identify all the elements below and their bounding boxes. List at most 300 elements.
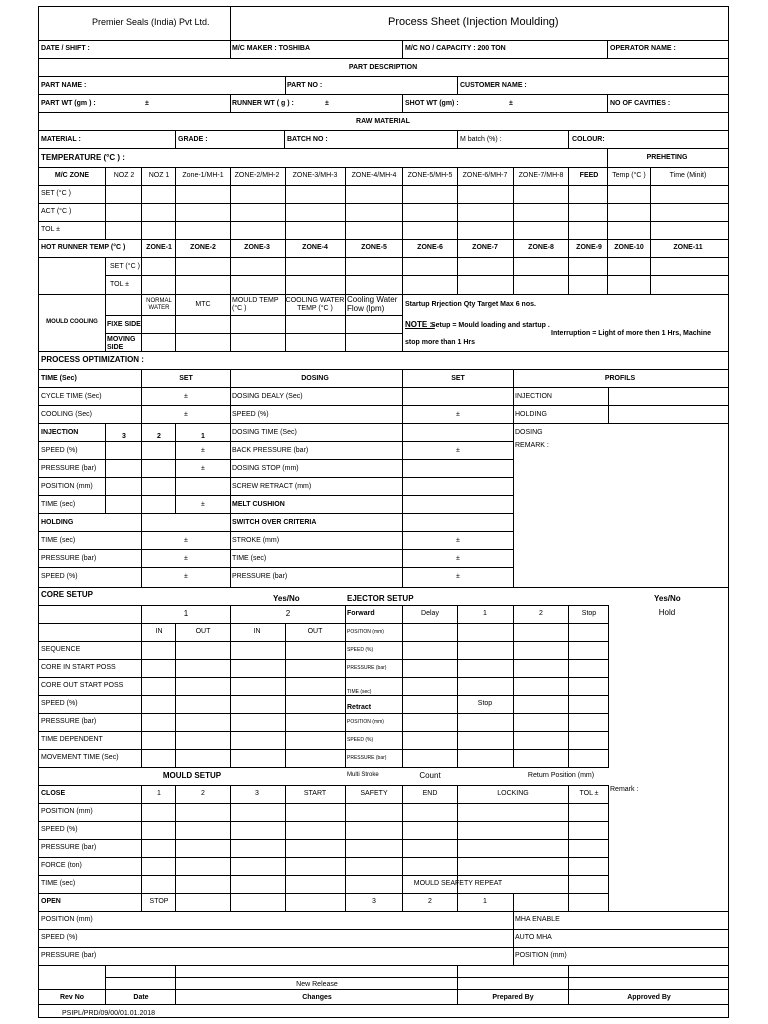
fwd-speed-label: SPEED (%) bbox=[347, 647, 374, 653]
runner-wt-label: RUNNER WT ( g ) : bbox=[232, 100, 294, 107]
grid-rule bbox=[607, 148, 608, 168]
open-col-2: 2 bbox=[428, 898, 432, 905]
hold-label: Hold bbox=[658, 608, 676, 617]
close-pressure-label: PRESSURE (bar) bbox=[41, 844, 97, 851]
grid-rule bbox=[457, 76, 458, 95]
grid-rule bbox=[457, 605, 458, 768]
grid-rule bbox=[38, 112, 729, 113]
grid-rule bbox=[141, 239, 142, 295]
switch-pressure-pm: ± bbox=[456, 573, 460, 580]
set-temp-label: SET (°C ) bbox=[41, 190, 71, 197]
ejector-stop-label: Stop bbox=[581, 610, 597, 617]
grid-rule bbox=[38, 731, 346, 732]
inj-speed-pm: ± bbox=[201, 447, 205, 454]
grid-rule bbox=[38, 351, 729, 352]
dosing-time-label: DOSING TIME (Sec) bbox=[232, 429, 297, 436]
grid-rule bbox=[284, 130, 285, 149]
fwd-pressure-label: PRESSURE (bar) bbox=[347, 665, 387, 671]
grid-rule bbox=[38, 495, 514, 496]
injection-col-1: 1 bbox=[201, 433, 205, 440]
feed-label: FEED bbox=[579, 172, 599, 179]
cooling-water-flow-label: Cooling Water bbox=[347, 295, 398, 304]
core-out-start-label: CORE OUT START POSS bbox=[41, 682, 124, 689]
time-sec-label: TIME (Sec) bbox=[41, 375, 77, 382]
mould-setup-heading: MOULD SETUP bbox=[162, 771, 222, 780]
hr-zone-3: ZONE-3 bbox=[244, 244, 270, 251]
grid-rule bbox=[38, 857, 609, 858]
mc-no-label: M/C NO / CAPACITY : 200 TON bbox=[405, 45, 506, 52]
grid-rule bbox=[38, 58, 729, 59]
core-out-2: OUT bbox=[307, 628, 323, 635]
normal-water-label: NORMAL bbox=[146, 298, 172, 304]
force-label: FORCE (ton) bbox=[41, 862, 82, 869]
cycle-time-label: CYCLE TIME (Sec) bbox=[41, 393, 102, 400]
grid-rule bbox=[345, 731, 609, 732]
note-label: NOTE :- bbox=[405, 320, 435, 329]
grid-rule bbox=[402, 40, 403, 59]
hr-zone-2: ZONE-2 bbox=[190, 244, 216, 251]
shot-wt-pm: ± bbox=[509, 100, 513, 107]
return-position-label: Return Position (mm) bbox=[527, 772, 595, 779]
noz2-label: NOZ 2 bbox=[113, 172, 135, 179]
grid-rule bbox=[345, 605, 346, 768]
core-pressure-label: PRESSURE (bar) bbox=[41, 718, 97, 725]
grid-rule bbox=[175, 294, 176, 352]
inj-position-label: POSITION (mm) bbox=[41, 483, 93, 490]
zone-4-label: ZONE-4/MH-4 bbox=[351, 172, 397, 179]
part-name-label: PART NAME : bbox=[41, 82, 87, 89]
hr-tol-label: TOL ± bbox=[110, 281, 130, 288]
interruption-text: Interruption = Light of more then 1 Hrs, Machine bbox=[551, 330, 712, 337]
cycle-time-pm: ± bbox=[184, 393, 188, 400]
set-label-2: SET bbox=[451, 375, 465, 382]
grid-rule bbox=[650, 239, 651, 295]
grid-rule bbox=[38, 185, 729, 186]
new-release-label: New Release bbox=[296, 981, 338, 988]
holding-label: HOLDING bbox=[41, 519, 74, 526]
ret-position-label: POSITION (mm) bbox=[347, 719, 384, 725]
sheet-title: Process Sheet (Injection Moulding) bbox=[388, 16, 559, 28]
rev-no-label: Rev No bbox=[59, 994, 85, 1001]
close-col-1: 1 bbox=[157, 790, 161, 797]
fwd-position-label: POSITION (mm) bbox=[347, 629, 384, 635]
dosing-speed-pm: ± bbox=[456, 411, 460, 418]
grid-rule bbox=[345, 605, 609, 606]
shot-wt-label: SHOT WT (gm) : bbox=[405, 100, 459, 107]
grid-rule bbox=[230, 605, 231, 768]
grid-rule bbox=[105, 977, 729, 978]
date-label: Date bbox=[133, 994, 149, 1001]
forward-label: Forward bbox=[347, 610, 375, 617]
ret-speed-label: SPEED (%) bbox=[347, 737, 374, 743]
screw-retract-label: SCREW RETRACT (mm) bbox=[232, 483, 312, 490]
tol-temp-label: TOL ± bbox=[41, 226, 61, 233]
doc-number: PSIPL/PRD/09/00/01.01.2018 bbox=[62, 1010, 156, 1017]
switch-over-label: SWITCH OVER CRITERIA bbox=[232, 519, 317, 526]
open-col-1: 1 bbox=[483, 898, 487, 905]
time-dependent-label: TIME DEPENDENT bbox=[41, 736, 103, 743]
cooling-water-flow-label-2: Flow (lpm) bbox=[347, 304, 385, 313]
grid-rule bbox=[38, 785, 609, 786]
grid-rule bbox=[345, 767, 609, 768]
core-in-2: IN bbox=[253, 628, 261, 635]
hold-pressure-label: PRESSURE (bar) bbox=[41, 555, 97, 562]
mha-position-label: POSITION (mm) bbox=[515, 952, 567, 959]
grid-rule bbox=[230, 94, 231, 113]
grid-rule bbox=[38, 40, 729, 41]
end-label: END bbox=[422, 790, 438, 797]
prepared-by-label: Prepared By bbox=[492, 994, 534, 1001]
date-shift-label: DATE / SHIFT : bbox=[41, 45, 90, 52]
fixe-side-label: FIXE SIDE bbox=[107, 321, 141, 328]
dosing-dealy-label: DOSING DEALY (Sec) bbox=[232, 393, 303, 400]
ejector-yes-no: Yes/No bbox=[654, 594, 681, 603]
grid-rule bbox=[345, 713, 609, 714]
grid-rule bbox=[38, 695, 346, 696]
sequence-label: SEQUENCE bbox=[41, 646, 81, 653]
stroke-pm: ± bbox=[456, 537, 460, 544]
mc-zone-label: M/C ZONE bbox=[54, 172, 90, 179]
cooling-water-temp-label-2: TEMP (°C ) bbox=[297, 305, 333, 312]
grid-rule bbox=[230, 239, 231, 295]
grid-rule bbox=[568, 130, 569, 149]
start-label: START bbox=[303, 790, 327, 797]
set-label-1: SET bbox=[179, 375, 193, 382]
safety-label: SAFETY bbox=[360, 790, 388, 797]
core-out-1: OUT bbox=[195, 628, 211, 635]
close-col-3: 3 bbox=[255, 790, 259, 797]
hold-speed-label: SPEED (%) bbox=[41, 573, 78, 580]
grid-rule bbox=[38, 623, 346, 624]
grid-rule bbox=[38, 423, 514, 424]
grid-rule bbox=[38, 947, 579, 948]
grid-rule bbox=[38, 893, 609, 894]
grid-rule bbox=[175, 239, 176, 295]
grid-rule bbox=[38, 167, 729, 168]
grid-rule bbox=[38, 549, 514, 550]
zone-5-label: ZONE-5/MH-5 bbox=[407, 172, 453, 179]
grid-rule bbox=[38, 221, 729, 222]
preheating-label: PREHETING bbox=[646, 154, 688, 161]
switch-pressure-label: PRESSURE (bar) bbox=[232, 573, 288, 580]
count-label: Count bbox=[419, 771, 441, 780]
grid-rule bbox=[345, 641, 609, 642]
grid-rule bbox=[38, 441, 514, 442]
grid-rule bbox=[38, 76, 729, 77]
mould-temp-label-2: (°C ) bbox=[232, 305, 247, 312]
process-optimization-heading: PROCESS OPTIMIZATION : bbox=[41, 355, 144, 364]
grid-rule bbox=[38, 148, 729, 149]
grid-rule bbox=[345, 294, 346, 352]
grid-rule bbox=[175, 965, 176, 1005]
grid-rule bbox=[105, 257, 106, 295]
grid-rule bbox=[728, 6, 729, 1018]
mtc-label: MTC bbox=[195, 301, 211, 308]
retract-stop-label: Stop bbox=[477, 700, 493, 707]
grid-rule bbox=[38, 369, 729, 370]
moving-side-label-2: SIDE bbox=[107, 344, 124, 351]
hr-zone-5: ZONE-5 bbox=[361, 244, 387, 251]
mould-safety-repeat-label: MOULD SEAFETY REPEAT bbox=[413, 880, 503, 887]
grid-rule bbox=[402, 294, 403, 352]
grid-rule bbox=[513, 405, 729, 406]
hold-time-label: TIME (sec) bbox=[41, 537, 76, 544]
hr-set-label: SET (°C ) bbox=[110, 263, 140, 270]
grid-rule bbox=[513, 911, 514, 966]
approved-by-label: Approved By bbox=[627, 994, 671, 1001]
grid-rule bbox=[38, 94, 729, 95]
zone-6-label: ZONE-6/MH-7 bbox=[462, 172, 508, 179]
auto-mha-label: AUTO MHA bbox=[515, 934, 552, 941]
stop-more-text: stop more than 1 Hrs bbox=[405, 339, 476, 346]
grid-rule bbox=[38, 821, 609, 822]
grid-rule bbox=[38, 130, 729, 131]
grid-rule bbox=[457, 239, 458, 295]
locking-label: LOCKING bbox=[497, 790, 529, 797]
profils-heading: PROFILS bbox=[604, 375, 636, 382]
grid-rule bbox=[513, 605, 514, 768]
grid-rule bbox=[607, 40, 608, 59]
inj-speed-label: SPEED (%) bbox=[41, 447, 78, 454]
grid-rule bbox=[105, 333, 403, 334]
grid-rule bbox=[513, 423, 729, 424]
colour-label: COLOUR: bbox=[572, 136, 605, 143]
close-time-label: TIME (sec) bbox=[41, 880, 76, 887]
grid-rule bbox=[38, 459, 514, 460]
grid-rule bbox=[513, 369, 514, 588]
grid-rule bbox=[607, 94, 608, 113]
runner-wt-pm: ± bbox=[325, 100, 329, 107]
grid-rule bbox=[38, 677, 346, 678]
hr-zone-10: ZONE-10 bbox=[614, 244, 644, 251]
batch-no-label: BATCH NO : bbox=[287, 136, 328, 143]
grid-rule bbox=[568, 239, 569, 295]
grid-rule bbox=[230, 6, 231, 59]
core-col-1: 1 bbox=[183, 609, 189, 618]
grid-rule bbox=[38, 257, 729, 258]
mould-remark-label: Remark : bbox=[610, 786, 639, 793]
hr-zone-7: ZONE-7 bbox=[472, 244, 498, 251]
hr-zone-8: ZONE-8 bbox=[528, 244, 554, 251]
delay-label: Delay bbox=[421, 610, 439, 617]
grid-rule bbox=[38, 387, 729, 388]
close-speed-label: SPEED (%) bbox=[41, 826, 78, 833]
injection-label: INJECTION bbox=[41, 429, 79, 436]
no-of-cavities-label: NO OF CAVITIES : bbox=[610, 100, 671, 107]
injection-col-2: 2 bbox=[157, 433, 161, 440]
hr-zone-11: ZONE-11 bbox=[673, 244, 703, 251]
open-col-3: 3 bbox=[372, 898, 376, 905]
mould-cooling-label: MOULD COOLING bbox=[46, 319, 98, 325]
grid-rule bbox=[141, 294, 142, 352]
moving-side-label: MOVING bbox=[107, 336, 136, 343]
company-name: Premier Seals (India) Pvt Ltd. bbox=[92, 17, 210, 27]
fwd-time-label: TIME (sec) bbox=[347, 689, 372, 695]
remark-label: REMARK : bbox=[515, 442, 549, 449]
dosing-stop-label: DOSING STOP (mm) bbox=[232, 465, 299, 472]
grid-rule bbox=[38, 659, 346, 660]
grid-rule bbox=[38, 6, 729, 7]
core-yes-no: Yes/No bbox=[273, 594, 300, 603]
core-in-start-label: CORE IN START POSS bbox=[41, 664, 116, 671]
grid-rule bbox=[38, 6, 39, 1018]
grid-rule bbox=[38, 587, 729, 588]
grid-rule bbox=[105, 423, 106, 514]
ret-pressure-label: PRESSURE (bar) bbox=[347, 755, 387, 761]
zone-2-label: ZONE-2/MH-2 bbox=[234, 172, 280, 179]
grid-rule bbox=[402, 239, 403, 295]
dosing-speed-label: SPEED (%) bbox=[232, 411, 269, 418]
stroke-label: STROKE (mm) bbox=[232, 537, 280, 544]
grid-rule bbox=[345, 239, 346, 295]
grid-rule bbox=[457, 130, 458, 149]
mha-enable-label: MHA ENABLE bbox=[515, 916, 560, 923]
open-stop-label: STOP bbox=[149, 898, 169, 905]
grid-rule bbox=[38, 1004, 729, 1005]
grid-rule bbox=[38, 803, 609, 804]
mc-maker-label: M/C MAKER : TOSHIBA bbox=[232, 45, 311, 52]
changes-label: Changes bbox=[302, 994, 332, 1001]
grid-rule bbox=[568, 605, 569, 768]
switch-time-pm: ± bbox=[456, 555, 460, 562]
core-col-2: 2 bbox=[285, 609, 291, 618]
preheat-time-label: Time (Minit) bbox=[669, 172, 707, 179]
grid-rule bbox=[38, 203, 729, 204]
open-speed-label: SPEED (%) bbox=[41, 934, 78, 941]
hot-runner-heading: HOT RUNNER TEMP (°C ) bbox=[41, 244, 126, 251]
profile-injection-label: INJECTION bbox=[515, 393, 552, 400]
melt-cushion-label: MELT CUSHION bbox=[232, 501, 285, 508]
ejector-col-1: 1 bbox=[483, 610, 487, 617]
profile-holding-label: HOLDING bbox=[515, 411, 547, 418]
open-label: OPEN bbox=[41, 898, 61, 905]
inj-pressure-pm: ± bbox=[201, 465, 205, 472]
grid-rule bbox=[38, 513, 514, 514]
close-label: CLOSE bbox=[41, 790, 66, 797]
grid-rule bbox=[457, 965, 458, 1005]
mould-temp-label: MOULD TEMP bbox=[232, 297, 279, 304]
customer-name-label: CUSTOMER NAME : bbox=[460, 82, 527, 89]
grid-rule bbox=[513, 893, 514, 912]
hr-zone-4: ZONE-4 bbox=[302, 244, 328, 251]
cooling-pm: ± bbox=[184, 411, 188, 418]
multi-stroke-label: Multi Stroke bbox=[347, 772, 379, 778]
m-batch-label: M batch (%) : bbox=[460, 136, 502, 143]
injection-col-3: 3 bbox=[122, 433, 126, 440]
grid-rule bbox=[38, 477, 514, 478]
grid-rule bbox=[345, 749, 609, 750]
grid-rule bbox=[402, 605, 403, 768]
grid-rule bbox=[38, 749, 346, 750]
grid-rule bbox=[285, 239, 286, 295]
part-wt-label: PART WT (gm ) : bbox=[41, 100, 96, 107]
noz1-label: NOZ 1 bbox=[148, 172, 170, 179]
hold-pressure-pm: ± bbox=[184, 555, 188, 562]
grid-rule bbox=[345, 659, 609, 660]
grid-rule bbox=[513, 239, 514, 295]
grid-rule bbox=[38, 713, 346, 714]
retract-label: Retract bbox=[347, 704, 372, 711]
grid-rule bbox=[607, 239, 608, 295]
grid-rule bbox=[38, 839, 609, 840]
material-label: MATERIAL : bbox=[41, 136, 81, 143]
grid-rule bbox=[175, 130, 176, 149]
close-position-label: POSITION (mm) bbox=[41, 808, 93, 815]
grid-rule bbox=[38, 531, 514, 532]
temperature-heading: TEMPERATURE (°C ) : bbox=[41, 153, 125, 162]
grid-rule bbox=[345, 677, 609, 678]
grid-rule bbox=[38, 911, 579, 912]
core-in-1: IN bbox=[155, 628, 163, 635]
raw-material-heading: RAW MATERIAL bbox=[356, 118, 410, 125]
zone-3-label: ZONE-3/MH-3 bbox=[292, 172, 338, 179]
grid-rule bbox=[141, 605, 142, 768]
hr-zone-9: ZONE-9 bbox=[576, 244, 602, 251]
grid-rule bbox=[38, 965, 729, 966]
grid-rule bbox=[105, 294, 106, 352]
close-tol-label: TOL ± bbox=[579, 790, 599, 797]
part-no-label: PART NO : bbox=[287, 82, 323, 89]
ejector-col-2: 2 bbox=[539, 610, 543, 617]
grid-rule bbox=[38, 989, 729, 990]
back-pressure-label: BACK PRESSURE (bar) bbox=[232, 447, 309, 454]
zone-1-label: Zone-1/MH-1 bbox=[182, 172, 224, 179]
open-position-label: POSITION (mm) bbox=[41, 916, 93, 923]
inj-pressure-label: PRESSURE (bar) bbox=[41, 465, 97, 472]
normal-water-label-2: WATER bbox=[148, 305, 170, 311]
open-pressure-label: PRESSURE (bar) bbox=[41, 952, 97, 959]
grid-rule bbox=[38, 405, 514, 406]
grid-rule bbox=[230, 369, 231, 588]
grid-rule bbox=[568, 965, 569, 1005]
note-text: Setup = Mould loading and startup . bbox=[431, 322, 550, 329]
grid-rule bbox=[105, 275, 729, 276]
grid-rule bbox=[38, 605, 346, 606]
dosing-heading: DOSING bbox=[301, 375, 329, 382]
cooling-water-temp-label: COOLING WATER bbox=[285, 297, 345, 304]
cooling-label: COOLING (Sec) bbox=[41, 411, 92, 418]
grid-rule bbox=[285, 76, 286, 95]
movement-time-label: MOVEMENT TIME (Sec) bbox=[41, 754, 119, 761]
grid-rule bbox=[402, 94, 403, 113]
grade-label: GRADE : bbox=[178, 136, 208, 143]
grid-rule bbox=[38, 929, 579, 930]
grid-rule bbox=[105, 315, 403, 316]
part-wt-pm: ± bbox=[145, 100, 149, 107]
grid-rule bbox=[345, 623, 609, 624]
part-description-heading: PART DESCRIPTION bbox=[348, 64, 418, 71]
switch-time-label: TIME (sec) bbox=[232, 555, 267, 562]
act-temp-label: ACT (°C ) bbox=[41, 208, 72, 215]
grid-rule bbox=[230, 294, 231, 352]
grid-rule bbox=[608, 605, 609, 768]
back-pressure-pm: ± bbox=[456, 447, 460, 454]
close-col-2: 2 bbox=[201, 790, 205, 797]
zone-7-label: ZONE-7/MH-8 bbox=[518, 172, 564, 179]
startup-target-text: Startup Rrjection Qty Target Max 6 nos. bbox=[405, 301, 536, 308]
inj-time-label: TIME (sec) bbox=[41, 501, 76, 508]
hr-zone-6: ZONE-6 bbox=[417, 244, 443, 251]
preheat-temp-label: Temp (°C ) bbox=[612, 172, 646, 179]
grid-rule bbox=[402, 369, 403, 588]
core-setup-heading: CORE SETUP bbox=[41, 590, 94, 599]
core-speed-label: SPEED (%) bbox=[41, 700, 78, 707]
grid-rule bbox=[345, 695, 609, 696]
grid-rule bbox=[38, 239, 729, 240]
grid-rule bbox=[38, 875, 609, 876]
grid-rule bbox=[141, 369, 142, 588]
hold-speed-pm: ± bbox=[184, 573, 188, 580]
